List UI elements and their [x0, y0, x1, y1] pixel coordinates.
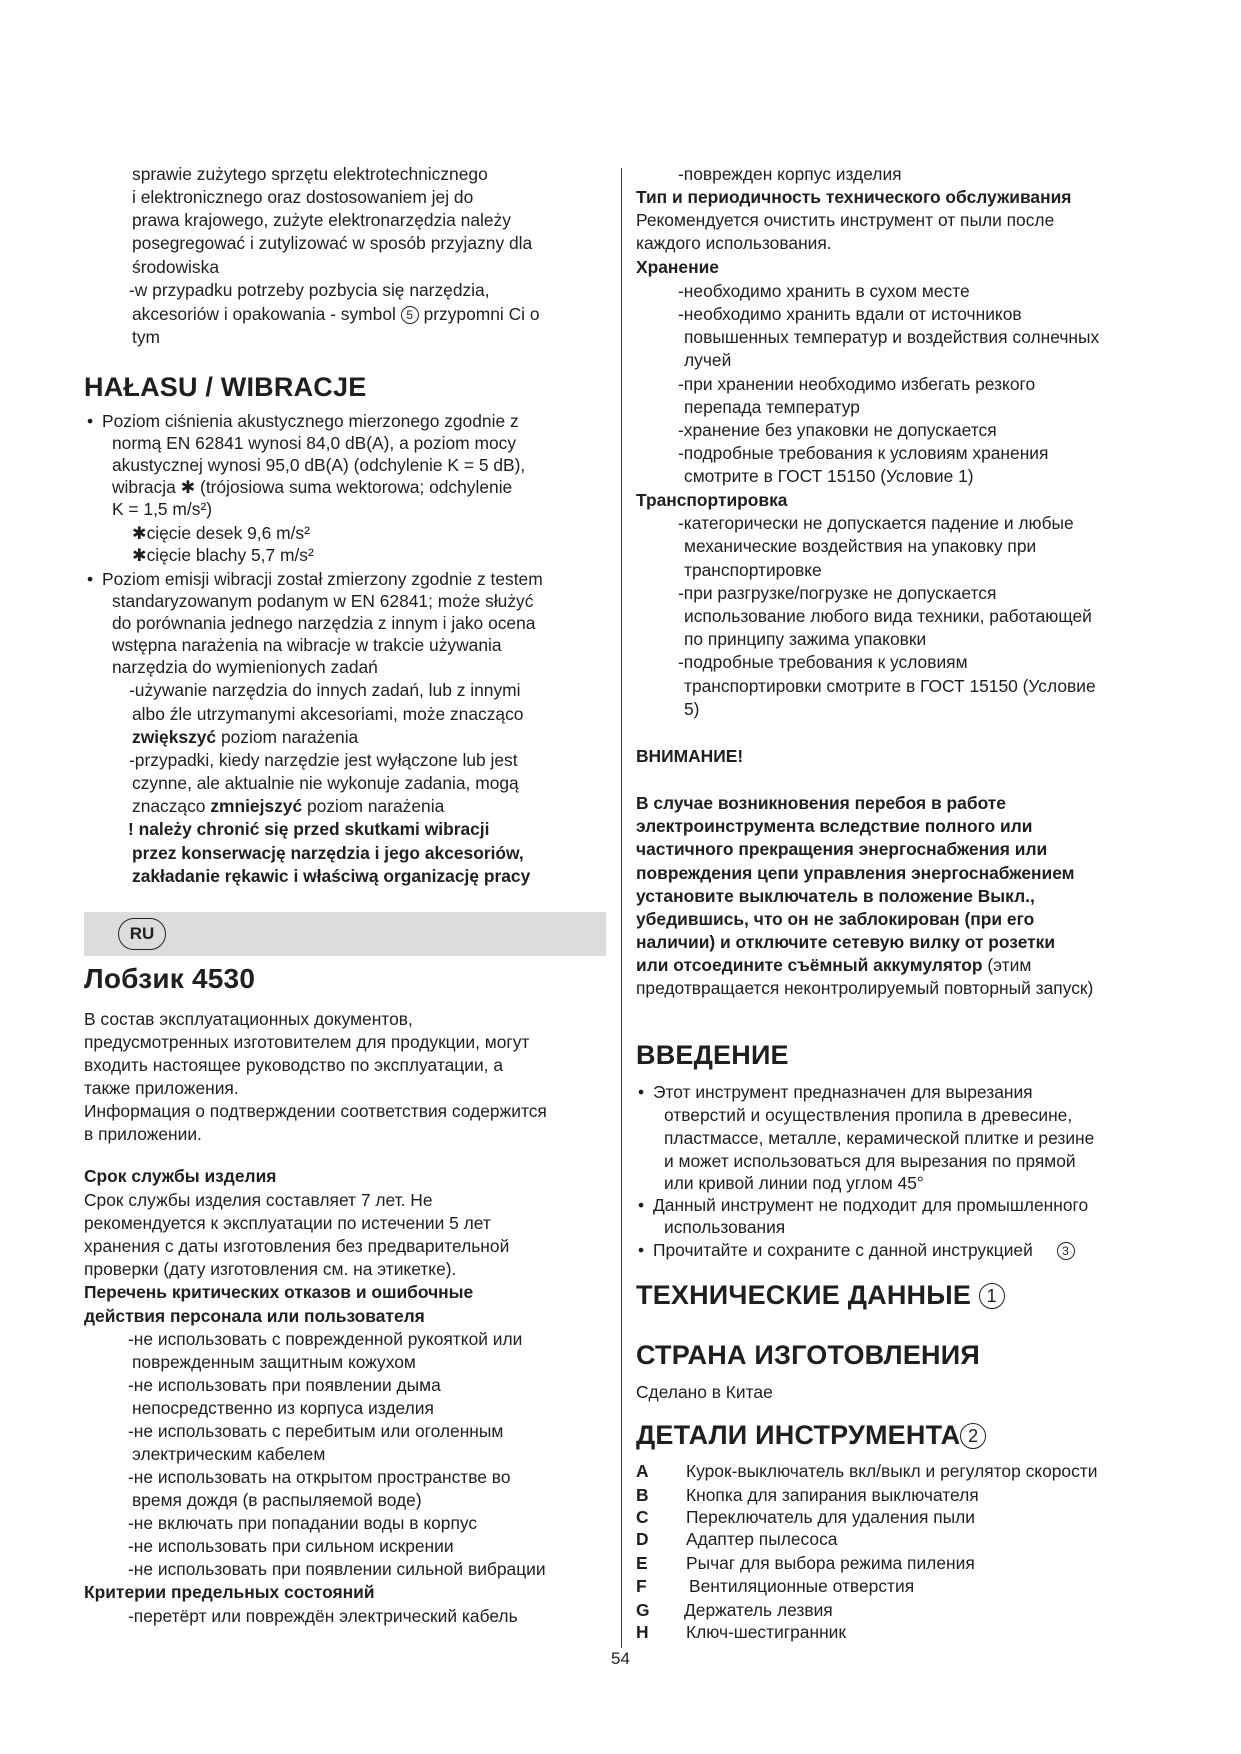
text-line: -przypadki, kiedy narzędzie jest wyłączone lub jest	[129, 750, 518, 770]
text-line: -w przypadku potrzeby pozbycia się narzędzia,	[129, 280, 490, 300]
page-number: 54	[611, 1649, 630, 1668]
text-line: wstępna narażenia na wibracje w trakcie używania	[112, 635, 502, 655]
text-line: -używanie narzędzia do innych zadań, lub z innymi	[129, 680, 521, 700]
text-line: i elektronicznego oraz dostosowaniem jej do	[132, 187, 474, 207]
list-item: -перетёрт или повреждён электрический кабель	[128, 1606, 518, 1626]
part-letter: B	[636, 1485, 649, 1505]
text-line: ✱cięcie blachy 5,7 m/s²	[132, 545, 314, 565]
tech-heading: ТЕХНИЧЕСКИЕ ДАННЫЕ 1	[636, 1280, 1005, 1311]
service-life-heading: Срок службы изделия	[84, 1166, 277, 1186]
bullet-line: • Poziom ciśnienia akustycznego mierzonego zgodnie z	[102, 410, 519, 432]
list-item: -подробные требования к условиям хранения	[678, 443, 1049, 463]
warning-line: ! należy chronić się przed skutkami wibracji	[128, 819, 490, 839]
attention-line: наличии) и отключите сетевую вилку от розетки	[636, 932, 1056, 952]
country-heading: СТРАНА ИЗГОТОВЛЕНИЯ	[636, 1340, 980, 1370]
noise-heading: HAŁASU / WIBRACJE	[84, 372, 367, 402]
text-line: albo źle utrzymanymi akcesoriami, może znacząco	[132, 704, 524, 724]
part-label: Ключ-шестигранник	[686, 1622, 847, 1642]
part-letter: A	[636, 1461, 649, 1481]
warning-line: przez konserwację narzędzia i jego akcesoriów,	[132, 843, 524, 863]
bullet-line: • Данный инструмент не подходит для промышленного	[653, 1194, 1088, 1216]
part-label: Держатель лезвия	[684, 1600, 833, 1620]
parts-heading: ДЕТАЛИ ИНСТРУМЕНТА 2	[636, 1420, 986, 1451]
text-line: отверстий и осуществления пропила в древесине,	[664, 1105, 1073, 1125]
country-text: Сделано в Китае	[636, 1382, 773, 1402]
part-label: Курок-выключатель вкл/выкл и регулятор скорости	[686, 1461, 1098, 1481]
text-line: хранения с даты изготовления без предварительной	[84, 1236, 510, 1256]
list-item: лучей	[684, 350, 732, 370]
bullet-line: • Poziom emisji wibracji został zmierzony zgodnie z testem	[102, 568, 543, 590]
part-letter: F	[636, 1576, 647, 1596]
text-line: ✱cięcie desek 9,6 m/s²	[132, 523, 310, 543]
part-label: Адаптер пылесоса	[686, 1529, 838, 1549]
list-item: -не использовать на открытом пространстве во	[128, 1467, 511, 1487]
attention-heading: ВНИМАНИЕ!	[636, 746, 744, 766]
list-item: по принципу зажима упаковки	[684, 629, 927, 649]
list-item: -не использовать с перебитым или оголенным	[128, 1421, 504, 1441]
attention-line: В случае возникновения перебоя в работе	[636, 793, 1006, 813]
list-item: перепада температур	[684, 397, 860, 417]
list-item: -не использовать при сильном искрении	[128, 1536, 454, 1556]
list-item: -поврежден корпус изделия	[678, 164, 902, 184]
attention-line: или отсоедините съёмный аккумулятор (этим	[636, 955, 1032, 975]
list-item: -необходимо хранить в сухом месте	[678, 281, 970, 301]
text-line: также приложения.	[84, 1078, 239, 1098]
text-line: tym	[132, 327, 161, 347]
list-item: смотрите в ГОСТ 15150 (Условие 1)	[684, 466, 974, 486]
attention-line: убедившись, что он не заблокирован (при его	[636, 909, 1035, 929]
attention-line: предотвращается неконтролируемый повторный запуск)	[636, 978, 1094, 998]
text-line: входить настоящее руководство по эксплуатации, а	[84, 1055, 504, 1075]
storage-heading: Хранение	[636, 257, 719, 277]
part-label: Вентиляционные отверстия	[689, 1576, 915, 1596]
text-line: пластмассе, металле, керамической плитке и резине	[664, 1128, 1095, 1148]
attention-line: повреждения цепи управления энергоснабжением	[636, 863, 1075, 883]
text-line: в приложении.	[84, 1124, 202, 1144]
symbol-ref-2: 2	[960, 1423, 986, 1449]
text-line: wibracja ✱ (trójosiowa suma wektorowa; odchylenie	[112, 477, 513, 497]
part-label: Кнопка для запирания выключателя	[686, 1485, 979, 1505]
part-label: Переключатель для удаления пыли	[686, 1507, 976, 1527]
limit-heading: Критерии предельных состояний	[84, 1582, 375, 1602]
list-item: электрическим кабелем	[132, 1444, 326, 1464]
text-line: normą EN 62841 wynosi 84,0 dB(A), a poziom mocy	[112, 433, 517, 453]
maintenance-heading: Тип и периодичность технического обслуживания	[636, 187, 1072, 207]
text-line: czynne, ale aktualnie nie wykonuje zadania, mogą	[132, 773, 519, 793]
failures-heading: Перечень критических отказов и ошибочные	[84, 1282, 474, 1302]
bullet-line: • Этот инструмент предназначен для вырезания	[653, 1081, 1033, 1103]
text-line: или кривой линии под углом 45°	[664, 1173, 924, 1193]
part-label: Рычаг для выбора режима пиления	[686, 1553, 975, 1573]
text-line: каждого использования.	[636, 233, 832, 253]
intro-heading: ВВЕДЕНИЕ	[636, 1040, 789, 1070]
text-line: sprawie zużytego sprzętu elektrotechnicznego	[132, 164, 488, 184]
text-line: K = 1,5 m/s²)	[112, 499, 213, 519]
transport-heading: Транспортировка	[636, 490, 788, 510]
language-band	[84, 912, 606, 956]
list-item: 5)	[684, 699, 700, 719]
part-letter: E	[636, 1553, 648, 1573]
list-item: -не включать при попадании воды в корпус	[128, 1513, 478, 1533]
list-item: -при хранении необходимо избегать резкого	[678, 374, 1036, 394]
text-line: Рекомендуется очистить инструмент от пыли после	[636, 210, 1055, 230]
part-letter: G	[636, 1600, 650, 1620]
text-line: standaryzowanym podanym w EN 62841; może służyć	[112, 591, 534, 611]
text-line: środowiska	[132, 257, 219, 277]
failures-heading: действия персонала или пользователя	[84, 1306, 425, 1326]
list-item: повышенных температур и воздействия солнечных	[684, 327, 1100, 347]
text-line: и может использоваться для вырезания по прямой	[664, 1151, 1076, 1171]
symbol-ref-1: 1	[979, 1283, 1005, 1309]
product-title: Лобзик 4530	[84, 963, 256, 994]
symbol-ref-5: 5	[401, 306, 419, 324]
list-item: время дождя (в распыляемой воде)	[132, 1490, 422, 1510]
text-line: akustycznej wynosi 95,0 dB(A) (odchylenie K = 5 dB),	[112, 455, 526, 475]
attention-line: электроинструмента вследствие полного или	[636, 816, 1033, 836]
list-item: -хранение без упаковки не допускается	[678, 420, 997, 440]
text-line: использования	[664, 1217, 786, 1237]
list-item: -не использовать при появлении сильной вибрации	[128, 1559, 546, 1579]
list-item: -при разгрузке/погрузке не допускается	[678, 583, 997, 603]
list-item: -подробные требования к условиям	[678, 652, 968, 672]
attention-line: частичного прекращения энергоснабжения или	[636, 839, 1048, 859]
column-divider	[621, 168, 622, 1648]
text-line: zwiększyć poziom narażenia	[132, 727, 359, 747]
text-line: prawa krajowego, zużyte elektronarzędzia należy	[132, 210, 511, 230]
bullet-line: • Прочитайте и сохраните с данной инструкцией 3	[653, 1239, 1075, 1261]
text-line: рекомендуется к эксплуатации по истечении 5 лет	[84, 1213, 491, 1233]
text-line: narzędzia do wymienionych zadań	[112, 657, 378, 677]
text-line: Информация о подтверждении соответствия содержится	[84, 1101, 547, 1121]
text-line: do porównania jednego narzędzia z innym i jako ocena	[112, 613, 536, 633]
list-item: -необходимо хранить вдали от источников	[678, 304, 1022, 324]
part-letter: C	[636, 1507, 649, 1527]
text-line: В состав эксплуатационных документов,	[84, 1009, 413, 1029]
list-item: -категорически не допускается падение и любые	[678, 513, 1074, 533]
attention-line: установите выключатель в положение Выкл.,	[636, 886, 1035, 906]
part-letter: H	[636, 1622, 649, 1642]
list-item: поврежденным защитным кожухом	[132, 1352, 416, 1372]
text-line: Срок службы изделия составляет 7 лет. Не	[84, 1190, 433, 1210]
list-item: -не использовать с поврежденной рукояткой или	[128, 1329, 523, 1349]
list-item: использование любого вида техники, работающей	[684, 606, 1092, 626]
text-line: akcesoriów i opakowania - symbol 5 przypomni Ci o	[132, 304, 540, 324]
warning-line: zakładanie rękawic i właściwą organizację pracy	[132, 866, 531, 886]
text-line: znacząco zmniejszyć poziom narażenia	[132, 796, 445, 816]
text-line: проверки (дату изготовления см. на этикетке).	[84, 1259, 457, 1279]
symbol-ref-3: 3	[1057, 1242, 1075, 1260]
text-line: posegregować i zutylizować w sposób przyjazny dla	[132, 233, 533, 253]
list-item: -не использовать при появлении дыма	[128, 1375, 441, 1395]
part-letter: D	[636, 1529, 649, 1549]
list-item: транспортировки смотрите в ГОСТ 15150 (Условие	[684, 676, 1096, 696]
text-line: предусмотренных изготовителем для продукции, могут	[84, 1032, 530, 1052]
list-item: непосредственно из корпуса изделия	[132, 1398, 434, 1418]
list-item: транспортировке	[684, 560, 822, 580]
list-item: механические воздействия на упаковку при	[684, 536, 1037, 556]
language-badge: RU	[118, 918, 166, 950]
